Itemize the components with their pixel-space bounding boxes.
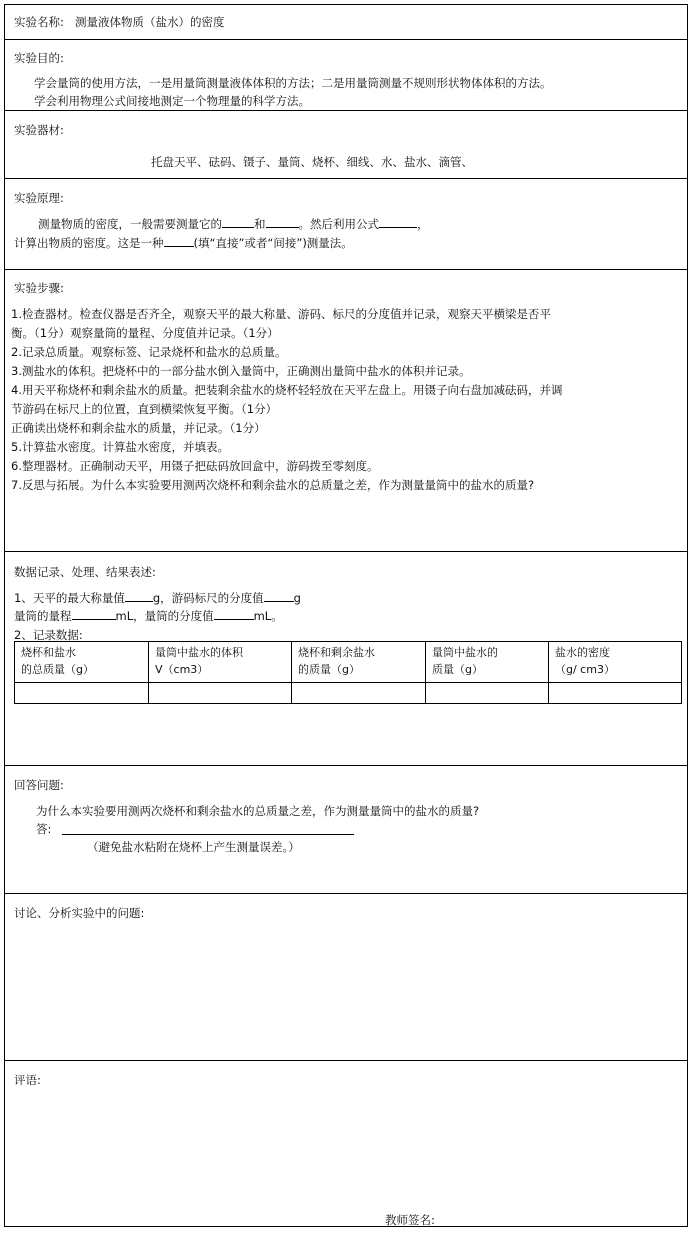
step-line: 衡。（1分）观察量筒的量程、分度值并记录。（1分） <box>11 326 279 340</box>
step-line: 7.反思与拓展。为什么本实验要用测两次烧杯和剩余盐水的总质量之差，作为测量量筒中的盐水的质量? <box>11 478 535 492</box>
table-header-row <box>15 642 682 683</box>
blank-cylinder-range[interactable] <box>72 608 116 620</box>
title-label: 实验名称: <box>14 15 64 29</box>
purpose-line-1: 学会量筒的使用方法，一是用量筒测量液体体积的方法；二是用量筒测量不规则形状物体体积的方法。 <box>34 76 552 90</box>
equipment-section <box>5 111 687 179</box>
data-line-1: 1、天平的最大称量值 g，游码标尺的分度值 g <box>14 591 301 605</box>
table-input-cell[interactable] <box>15 683 149 704</box>
blank-rider-division[interactable] <box>264 590 294 602</box>
principle-section <box>5 179 687 270</box>
table-header-cell: 烧杯和剩余盐水 的质量（g） <box>292 642 426 683</box>
step-line: 正确读出烧杯和剩余盐水的质量，并记录。（1分） <box>11 421 266 435</box>
steps-section <box>5 270 687 552</box>
blank-cylinder-division[interactable] <box>214 608 254 620</box>
step-line: 4.用天平称烧杯和剩余盐水的质量。把装剩余盐水的烧杯轻轻放在天平左盘上。用镊子向右盘加减砝码，并调 <box>11 383 563 397</box>
teacher-signature-label: 教师签名: <box>385 1213 435 1227</box>
blank-formula[interactable] <box>379 216 417 228</box>
principle-line-2: 计算出物质的密度。这是一种 (填“直接”或者“间接”)测量法。 <box>14 236 353 250</box>
data-record-table <box>14 641 682 704</box>
step-line: 2.记录总质量。观察标签、记录烧杯和盐水的总质量。 <box>11 345 287 359</box>
table-row <box>15 683 682 704</box>
answer-section <box>5 766 687 894</box>
blank-quantity-2[interactable] <box>266 216 299 228</box>
title-section <box>5 5 687 40</box>
data-section <box>5 552 687 766</box>
blank-method[interactable] <box>164 235 194 247</box>
purpose-line-2: 学会利用物理公式间接地测定一个物理量的科学方法。 <box>34 94 310 108</box>
equipment-list: 托盘天平、砝码、镊子、量筒、烧杯、细线、水、盐水、滴管、 <box>151 155 473 169</box>
answer-note: （避免盐水粘附在烧杯上产生测量误差。） <box>87 840 300 854</box>
step-line: 节游码在标尺上的位置，直到横梁恢复平衡。（1分） <box>11 402 278 416</box>
principle-heading: 实验原理: <box>14 191 64 205</box>
table-header-cell: 量筒中盐水的体积 V（cm3） <box>149 642 292 683</box>
lab-report-sheet <box>4 4 688 1227</box>
answer-heading: 回答问题: <box>14 778 64 792</box>
table-input-cell[interactable] <box>149 683 292 704</box>
table-input-cell[interactable] <box>292 683 426 704</box>
data-heading: 数据记录、处理、结果表述: <box>14 565 156 579</box>
answer-line[interactable] <box>62 834 354 835</box>
table-input-cell[interactable] <box>426 683 549 704</box>
purpose-heading: 实验目的: <box>14 51 64 65</box>
blank-quantity-1[interactable] <box>222 216 254 228</box>
table-header-cell: 烧杯和盐水 的总质量（g） <box>15 642 149 683</box>
discussion-section <box>5 894 687 1061</box>
table-header-cell: 盐水的密度 （g/ cm3） <box>549 642 682 683</box>
principle-line-1: 测量物质的密度，一般需要测量它的 和 。然后利用公式 ， <box>38 217 429 231</box>
purpose-section <box>5 40 687 111</box>
data-line-2: 量筒的量程 mL，量筒的分度值 mL。 <box>14 609 283 623</box>
step-line: 3.测盐水的体积。把烧杯中的一部分盐水倒入量筒中，正确测出量筒中盐水的体积并记录。 <box>11 364 471 378</box>
table-input-cell[interactable] <box>549 683 682 704</box>
answer-label: 答: <box>36 822 52 836</box>
data-line-3: 2、记录数据: <box>14 628 83 642</box>
discussion-heading: 讨论、分析实验中的问题: <box>14 906 145 920</box>
equipment-heading: 实验器材: <box>14 123 64 137</box>
table-header-cell: 量筒中盐水的 质量（g） <box>426 642 549 683</box>
blank-max-weight[interactable] <box>125 590 153 602</box>
step-line: 6.整理器材。正确制动天平，用镊子把砝码放回盒中，游码拨至零刻度。 <box>11 459 379 473</box>
comment-section <box>5 1061 687 1226</box>
answer-question: 为什么本实验要用测两次烧杯和剩余盐水的总质量之差，作为测量量筒中的盐水的质量? <box>36 804 480 818</box>
experiment-name: 测量液体物质（盐水）的密度 <box>75 15 225 29</box>
comment-heading: 评语: <box>14 1073 41 1087</box>
steps-heading: 实验步骤: <box>14 281 64 295</box>
step-line: 1.检查器材。检查仪器是否齐全，观察天平的最大称量、游码、标尺的分度值并记录，观察天平横梁是否平 <box>11 307 551 321</box>
step-line: 5.计算盐水密度。计算盐水密度，并填表。 <box>11 440 229 454</box>
